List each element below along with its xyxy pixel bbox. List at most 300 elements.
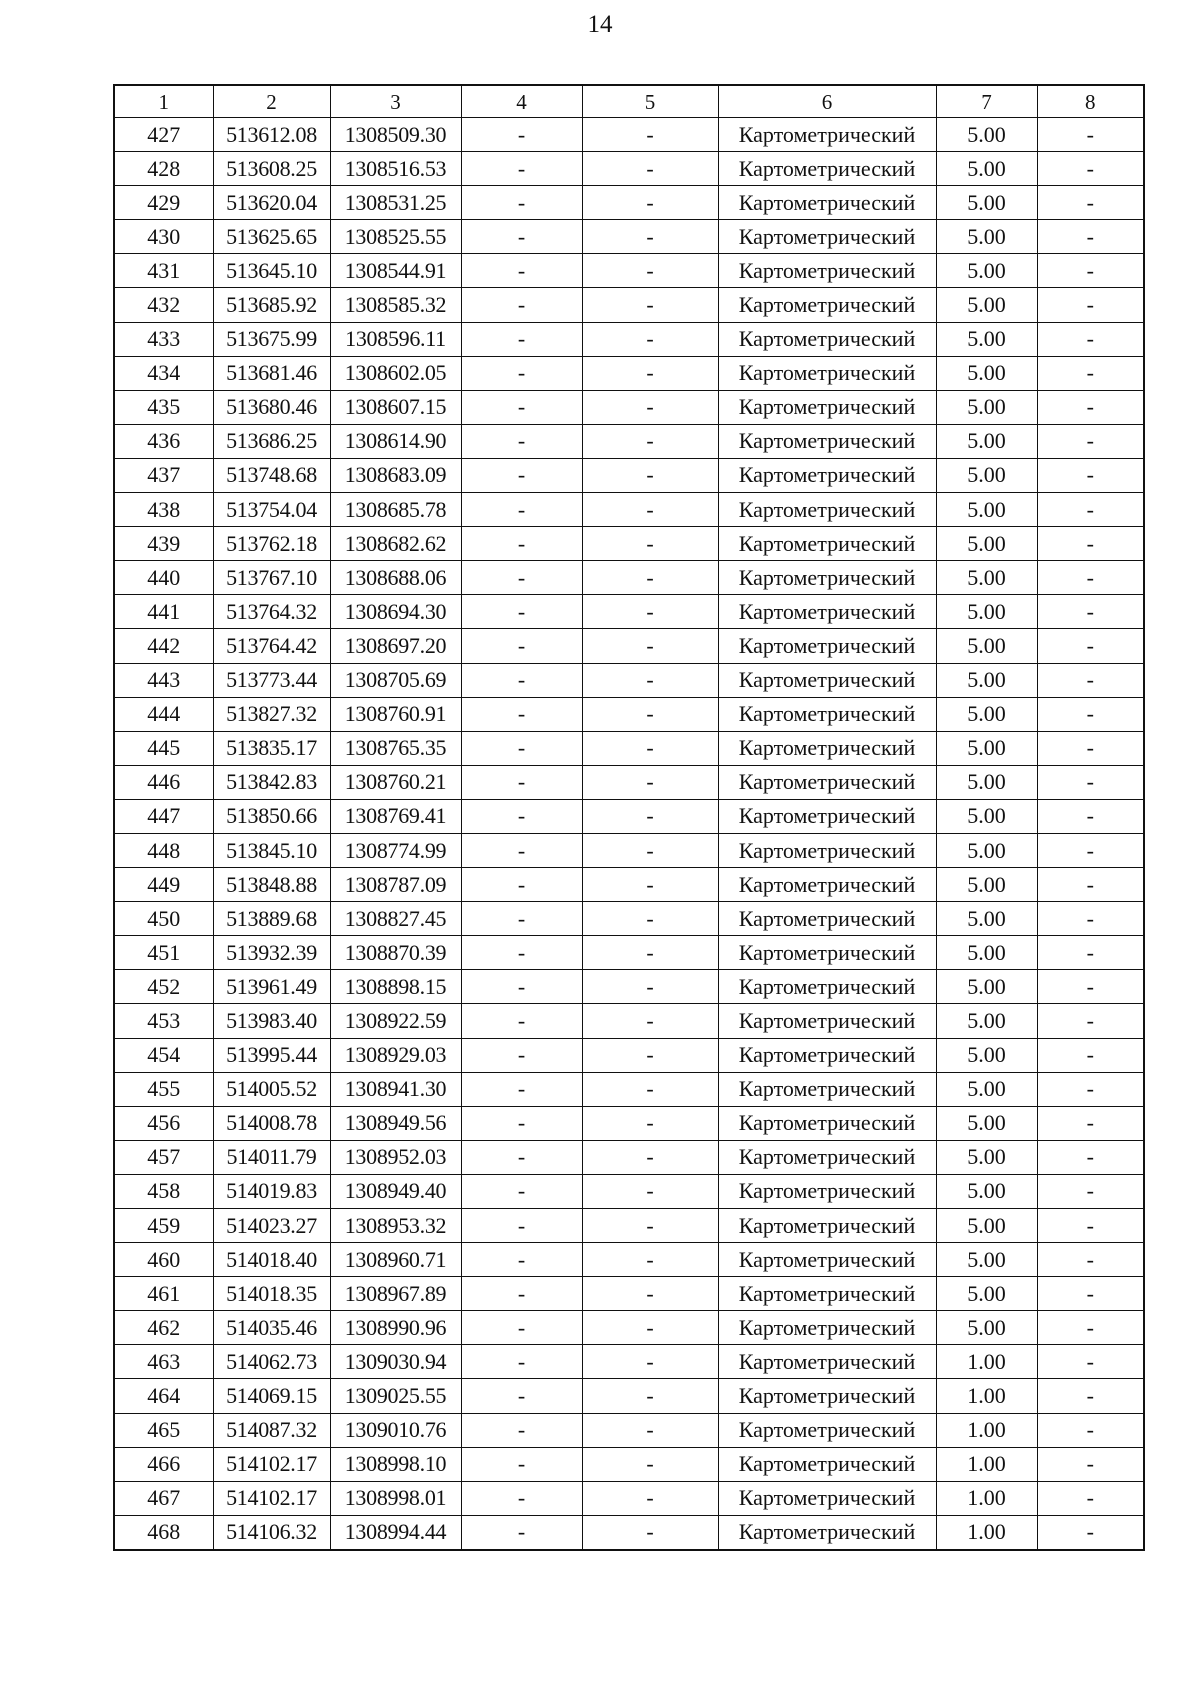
point-number-cell: 462 (114, 1311, 213, 1345)
column-5-cell: - (582, 1311, 718, 1345)
column-5-cell: - (582, 1379, 718, 1413)
method-cell: Картометрический (718, 697, 936, 731)
column-4-cell: - (461, 1413, 582, 1447)
column-8-cell: - (1037, 1072, 1144, 1106)
point-number-cell: 429 (114, 186, 213, 220)
x-coordinate-cell: 514062.73 (213, 1345, 330, 1379)
point-number-cell: 448 (114, 833, 213, 867)
method-cell: Картометрический (718, 288, 936, 322)
accuracy-cell: 5.00 (936, 595, 1037, 629)
column-5-cell: - (582, 833, 718, 867)
x-coordinate-cell: 513612.08 (213, 118, 330, 152)
point-number-cell: 434 (114, 356, 213, 390)
column-4-cell: - (461, 697, 582, 731)
column-4-cell: - (461, 936, 582, 970)
method-cell: Картометрический (718, 765, 936, 799)
y-coordinate-cell: 1308998.10 (330, 1447, 461, 1481)
x-coordinate-cell: 513686.25 (213, 424, 330, 458)
x-coordinate-cell: 513675.99 (213, 322, 330, 356)
column-8-cell: - (1037, 1447, 1144, 1481)
x-coordinate-cell: 513773.44 (213, 663, 330, 697)
column-8-cell: - (1037, 1140, 1144, 1174)
column-8-cell: - (1037, 902, 1144, 936)
accuracy-cell: 1.00 (936, 1413, 1037, 1447)
accuracy-cell: 5.00 (936, 765, 1037, 799)
column-5-cell: - (582, 1345, 718, 1379)
accuracy-cell: 5.00 (936, 1277, 1037, 1311)
point-number-cell: 440 (114, 561, 213, 595)
y-coordinate-cell: 1308596.11 (330, 322, 461, 356)
y-coordinate-cell: 1308994.44 (330, 1515, 461, 1550)
column-4-cell: - (461, 390, 582, 424)
accuracy-cell: 5.00 (936, 254, 1037, 288)
method-cell: Картометрический (718, 1413, 936, 1447)
column-4-cell: - (461, 1447, 582, 1481)
column-8-cell: - (1037, 493, 1144, 527)
point-number-cell: 454 (114, 1038, 213, 1072)
table-row (114, 1004, 1144, 1038)
point-number-cell: 441 (114, 595, 213, 629)
point-number-cell: 463 (114, 1345, 213, 1379)
column-5-cell: - (582, 799, 718, 833)
table-row (114, 186, 1144, 220)
method-cell: Картометрический (718, 390, 936, 424)
method-cell: Картометрический (718, 1140, 936, 1174)
column-4-cell: - (461, 1106, 582, 1140)
column-8-cell: - (1037, 1515, 1144, 1550)
column-header: 7 (936, 85, 1037, 118)
column-8-cell: - (1037, 833, 1144, 867)
accuracy-cell: 5.00 (936, 424, 1037, 458)
y-coordinate-cell: 1308760.91 (330, 697, 461, 731)
table-row (114, 152, 1144, 186)
column-8-cell: - (1037, 1481, 1144, 1515)
y-coordinate-cell: 1308827.45 (330, 902, 461, 936)
table-row (114, 1447, 1144, 1481)
column-8-cell: - (1037, 970, 1144, 1004)
column-5-cell: - (582, 1515, 718, 1550)
table-row (114, 322, 1144, 356)
method-cell: Картометрический (718, 322, 936, 356)
method-cell: Картометрический (718, 833, 936, 867)
point-number-cell: 451 (114, 936, 213, 970)
column-8-cell: - (1037, 254, 1144, 288)
y-coordinate-cell: 1309025.55 (330, 1379, 461, 1413)
method-cell: Картометрический (718, 1311, 936, 1345)
column-8-cell: - (1037, 1038, 1144, 1072)
column-5-cell: - (582, 765, 718, 799)
x-coordinate-cell: 513961.49 (213, 970, 330, 1004)
point-number-cell: 449 (114, 868, 213, 902)
column-8-cell: - (1037, 1379, 1144, 1413)
column-4-cell: - (461, 152, 582, 186)
table-row (114, 288, 1144, 322)
y-coordinate-cell: 1308685.78 (330, 493, 461, 527)
column-8-cell: - (1037, 458, 1144, 492)
y-coordinate-cell: 1308705.69 (330, 663, 461, 697)
accuracy-cell: 1.00 (936, 1379, 1037, 1413)
column-8-cell: - (1037, 1277, 1144, 1311)
accuracy-cell: 5.00 (936, 697, 1037, 731)
x-coordinate-cell: 513983.40 (213, 1004, 330, 1038)
table-row (114, 1379, 1144, 1413)
y-coordinate-cell: 1308509.30 (330, 118, 461, 152)
y-coordinate-cell: 1308607.15 (330, 390, 461, 424)
column-header: 5 (582, 85, 718, 118)
column-5-cell: - (582, 1004, 718, 1038)
column-8-cell: - (1037, 424, 1144, 458)
accuracy-cell: 5.00 (936, 833, 1037, 867)
point-number-cell: 436 (114, 424, 213, 458)
x-coordinate-cell: 514018.35 (213, 1277, 330, 1311)
y-coordinate-cell: 1309030.94 (330, 1345, 461, 1379)
y-coordinate-cell: 1308525.55 (330, 220, 461, 254)
point-number-cell: 427 (114, 118, 213, 152)
column-8-cell: - (1037, 390, 1144, 424)
table-row (114, 1311, 1144, 1345)
point-number-cell: 457 (114, 1140, 213, 1174)
column-4-cell: - (461, 1379, 582, 1413)
x-coordinate-cell: 513764.32 (213, 595, 330, 629)
column-8-cell: - (1037, 152, 1144, 186)
column-4-cell: - (461, 799, 582, 833)
column-5-cell: - (582, 1209, 718, 1243)
accuracy-cell: 5.00 (936, 1072, 1037, 1106)
column-8-cell: - (1037, 118, 1144, 152)
column-8-cell: - (1037, 936, 1144, 970)
accuracy-cell: 5.00 (936, 868, 1037, 902)
accuracy-cell: 5.00 (936, 1243, 1037, 1277)
accuracy-cell: 5.00 (936, 322, 1037, 356)
table-row (114, 1243, 1144, 1277)
x-coordinate-cell: 513764.42 (213, 629, 330, 663)
table-row (114, 936, 1144, 970)
accuracy-cell: 5.00 (936, 629, 1037, 663)
point-number-cell: 453 (114, 1004, 213, 1038)
column-4-cell: - (461, 493, 582, 527)
accuracy-cell: 1.00 (936, 1447, 1037, 1481)
table-row (114, 970, 1144, 1004)
y-coordinate-cell: 1308898.15 (330, 970, 461, 1004)
table-header-row (114, 85, 1144, 118)
y-coordinate-cell: 1308929.03 (330, 1038, 461, 1072)
table-row (114, 1140, 1144, 1174)
column-5-cell: - (582, 1106, 718, 1140)
column-header: 8 (1037, 85, 1144, 118)
table-body (114, 118, 1144, 1550)
accuracy-cell: 5.00 (936, 1209, 1037, 1243)
table-row (114, 765, 1144, 799)
x-coordinate-cell: 514069.15 (213, 1379, 330, 1413)
method-cell: Картометрический (718, 458, 936, 492)
column-4-cell: - (461, 1481, 582, 1515)
column-header: 4 (461, 85, 582, 118)
y-coordinate-cell: 1308602.05 (330, 356, 461, 390)
y-coordinate-cell: 1308682.62 (330, 527, 461, 561)
accuracy-cell: 5.00 (936, 936, 1037, 970)
y-coordinate-cell: 1308765.35 (330, 731, 461, 765)
column-5-cell: - (582, 697, 718, 731)
column-4-cell: - (461, 220, 582, 254)
column-4-cell: - (461, 254, 582, 288)
column-5-cell: - (582, 322, 718, 356)
accuracy-cell: 5.00 (936, 186, 1037, 220)
column-5-cell: - (582, 118, 718, 152)
method-cell: Картометрический (718, 595, 936, 629)
method-cell: Картометрический (718, 118, 936, 152)
method-cell: Картометрический (718, 1106, 936, 1140)
column-8-cell: - (1037, 1174, 1144, 1208)
column-5-cell: - (582, 458, 718, 492)
x-coordinate-cell: 513685.92 (213, 288, 330, 322)
column-5-cell: - (582, 220, 718, 254)
x-coordinate-cell: 514035.46 (213, 1311, 330, 1345)
table-row (114, 561, 1144, 595)
point-number-cell: 432 (114, 288, 213, 322)
point-number-cell: 447 (114, 799, 213, 833)
column-5-cell: - (582, 970, 718, 1004)
column-4-cell: - (461, 1004, 582, 1038)
accuracy-cell: 1.00 (936, 1481, 1037, 1515)
point-number-cell: 430 (114, 220, 213, 254)
y-coordinate-cell: 1308998.01 (330, 1481, 461, 1515)
x-coordinate-cell: 513754.04 (213, 493, 330, 527)
column-4-cell: - (461, 1174, 582, 1208)
method-cell: Картометрический (718, 629, 936, 663)
x-coordinate-cell: 513845.10 (213, 833, 330, 867)
x-coordinate-cell: 513762.18 (213, 527, 330, 561)
column-8-cell: - (1037, 697, 1144, 731)
x-coordinate-cell: 513620.04 (213, 186, 330, 220)
column-4-cell: - (461, 1140, 582, 1174)
column-8-cell: - (1037, 765, 1144, 799)
point-number-cell: 428 (114, 152, 213, 186)
column-8-cell: - (1037, 220, 1144, 254)
table-row (114, 697, 1144, 731)
method-cell: Картометрический (718, 1379, 936, 1413)
column-5-cell: - (582, 868, 718, 902)
point-number-cell: 461 (114, 1277, 213, 1311)
column-5-cell: - (582, 629, 718, 663)
table-row (114, 254, 1144, 288)
column-8-cell: - (1037, 1413, 1144, 1447)
y-coordinate-cell: 1308688.06 (330, 561, 461, 595)
point-number-cell: 468 (114, 1515, 213, 1550)
column-5-cell: - (582, 1413, 718, 1447)
column-8-cell: - (1037, 527, 1144, 561)
point-number-cell: 450 (114, 902, 213, 936)
column-5-cell: - (582, 595, 718, 629)
point-number-cell: 465 (114, 1413, 213, 1447)
y-coordinate-cell: 1308953.32 (330, 1209, 461, 1243)
accuracy-cell: 5.00 (936, 799, 1037, 833)
method-cell: Картометрический (718, 1345, 936, 1379)
column-4-cell: - (461, 1515, 582, 1550)
point-number-cell: 455 (114, 1072, 213, 1106)
accuracy-cell: 1.00 (936, 1345, 1037, 1379)
column-header: 3 (330, 85, 461, 118)
x-coordinate-cell: 514011.79 (213, 1140, 330, 1174)
table-row (114, 868, 1144, 902)
method-cell: Картометрический (718, 1447, 936, 1481)
y-coordinate-cell: 1308967.89 (330, 1277, 461, 1311)
column-8-cell: - (1037, 356, 1144, 390)
column-8-cell: - (1037, 1209, 1144, 1243)
accuracy-cell: 5.00 (936, 1038, 1037, 1072)
column-5-cell: - (582, 561, 718, 595)
y-coordinate-cell: 1308544.91 (330, 254, 461, 288)
y-coordinate-cell: 1308941.30 (330, 1072, 461, 1106)
x-coordinate-cell: 514005.52 (213, 1072, 330, 1106)
column-4-cell: - (461, 1277, 582, 1311)
table-row (114, 833, 1144, 867)
table-row (114, 1515, 1144, 1550)
column-4-cell: - (461, 118, 582, 152)
table-row (114, 1072, 1144, 1106)
x-coordinate-cell: 513850.66 (213, 799, 330, 833)
column-5-cell: - (582, 493, 718, 527)
table-row (114, 1481, 1144, 1515)
x-coordinate-cell: 513748.68 (213, 458, 330, 492)
column-5-cell: - (582, 1277, 718, 1311)
column-header: 2 (213, 85, 330, 118)
table-row (114, 731, 1144, 765)
column-4-cell: - (461, 527, 582, 561)
x-coordinate-cell: 514102.17 (213, 1481, 330, 1515)
accuracy-cell: 5.00 (936, 1174, 1037, 1208)
point-number-cell: 458 (114, 1174, 213, 1208)
method-cell: Картометрический (718, 152, 936, 186)
point-number-cell: 466 (114, 1447, 213, 1481)
column-5-cell: - (582, 152, 718, 186)
y-coordinate-cell: 1308870.39 (330, 936, 461, 970)
point-number-cell: 438 (114, 493, 213, 527)
column-4-cell: - (461, 322, 582, 356)
method-cell: Картометрический (718, 220, 936, 254)
column-8-cell: - (1037, 663, 1144, 697)
method-cell: Картометрический (718, 1243, 936, 1277)
y-coordinate-cell: 1308949.40 (330, 1174, 461, 1208)
x-coordinate-cell: 513995.44 (213, 1038, 330, 1072)
point-number-cell: 437 (114, 458, 213, 492)
x-coordinate-cell: 513645.10 (213, 254, 330, 288)
column-header: 1 (114, 85, 213, 118)
column-5-cell: - (582, 1072, 718, 1106)
accuracy-cell: 5.00 (936, 458, 1037, 492)
method-cell: Картометрический (718, 663, 936, 697)
x-coordinate-cell: 514106.32 (213, 1515, 330, 1550)
table-row (114, 663, 1144, 697)
y-coordinate-cell: 1309010.76 (330, 1413, 461, 1447)
accuracy-cell: 5.00 (936, 970, 1037, 1004)
table-row (114, 118, 1144, 152)
column-5-cell: - (582, 424, 718, 458)
method-cell: Картометрический (718, 1277, 936, 1311)
column-5-cell: - (582, 1447, 718, 1481)
column-4-cell: - (461, 356, 582, 390)
column-8-cell: - (1037, 629, 1144, 663)
point-number-cell: 443 (114, 663, 213, 697)
column-5-cell: - (582, 186, 718, 220)
column-4-cell: - (461, 595, 582, 629)
y-coordinate-cell: 1308990.96 (330, 1311, 461, 1345)
table-row (114, 390, 1144, 424)
accuracy-cell: 5.00 (936, 1106, 1037, 1140)
table-row (114, 1038, 1144, 1072)
column-4-cell: - (461, 868, 582, 902)
table-row (114, 424, 1144, 458)
method-cell: Картометрический (718, 1209, 936, 1243)
method-cell: Картометрический (718, 1072, 936, 1106)
point-number-cell: 433 (114, 322, 213, 356)
method-cell: Картометрический (718, 186, 936, 220)
column-8-cell: - (1037, 595, 1144, 629)
column-4-cell: - (461, 561, 582, 595)
point-number-cell: 446 (114, 765, 213, 799)
column-5-cell: - (582, 356, 718, 390)
x-coordinate-cell: 513835.17 (213, 731, 330, 765)
x-coordinate-cell: 513681.46 (213, 356, 330, 390)
method-cell: Картометрический (718, 527, 936, 561)
coordinates-table (113, 84, 1145, 1551)
column-5-cell: - (582, 1140, 718, 1174)
column-5-cell: - (582, 1243, 718, 1277)
table-row (114, 527, 1144, 561)
method-cell: Картометрический (718, 1004, 936, 1038)
method-cell: Картометрический (718, 356, 936, 390)
table-row (114, 458, 1144, 492)
point-number-cell: 431 (114, 254, 213, 288)
y-coordinate-cell: 1308952.03 (330, 1140, 461, 1174)
table-row (114, 799, 1144, 833)
column-4-cell: - (461, 902, 582, 936)
accuracy-cell: 5.00 (936, 663, 1037, 697)
method-cell: Картометрический (718, 424, 936, 458)
method-cell: Картометрический (718, 561, 936, 595)
point-number-cell: 439 (114, 527, 213, 561)
y-coordinate-cell: 1308531.25 (330, 186, 461, 220)
table-row (114, 629, 1144, 663)
y-coordinate-cell: 1308960.71 (330, 1243, 461, 1277)
accuracy-cell: 5.00 (936, 152, 1037, 186)
method-cell: Картометрический (718, 970, 936, 1004)
column-8-cell: - (1037, 1345, 1144, 1379)
point-number-cell: 445 (114, 731, 213, 765)
column-header: 6 (718, 85, 936, 118)
y-coordinate-cell: 1308922.59 (330, 1004, 461, 1038)
point-number-cell: 459 (114, 1209, 213, 1243)
column-8-cell: - (1037, 561, 1144, 595)
table-row (114, 902, 1144, 936)
y-coordinate-cell: 1308787.09 (330, 868, 461, 902)
accuracy-cell: 5.00 (936, 288, 1037, 322)
column-4-cell: - (461, 1038, 582, 1072)
y-coordinate-cell: 1308697.20 (330, 629, 461, 663)
accuracy-cell: 5.00 (936, 561, 1037, 595)
table-row (114, 1277, 1144, 1311)
column-8-cell: - (1037, 1311, 1144, 1345)
column-4-cell: - (461, 1209, 582, 1243)
method-cell: Картометрический (718, 1481, 936, 1515)
accuracy-cell: 1.00 (936, 1515, 1037, 1550)
y-coordinate-cell: 1308683.09 (330, 458, 461, 492)
column-5-cell: - (582, 288, 718, 322)
column-4-cell: - (461, 833, 582, 867)
table-row (114, 493, 1144, 527)
column-8-cell: - (1037, 731, 1144, 765)
column-4-cell: - (461, 1311, 582, 1345)
method-cell: Картометрический (718, 1174, 936, 1208)
